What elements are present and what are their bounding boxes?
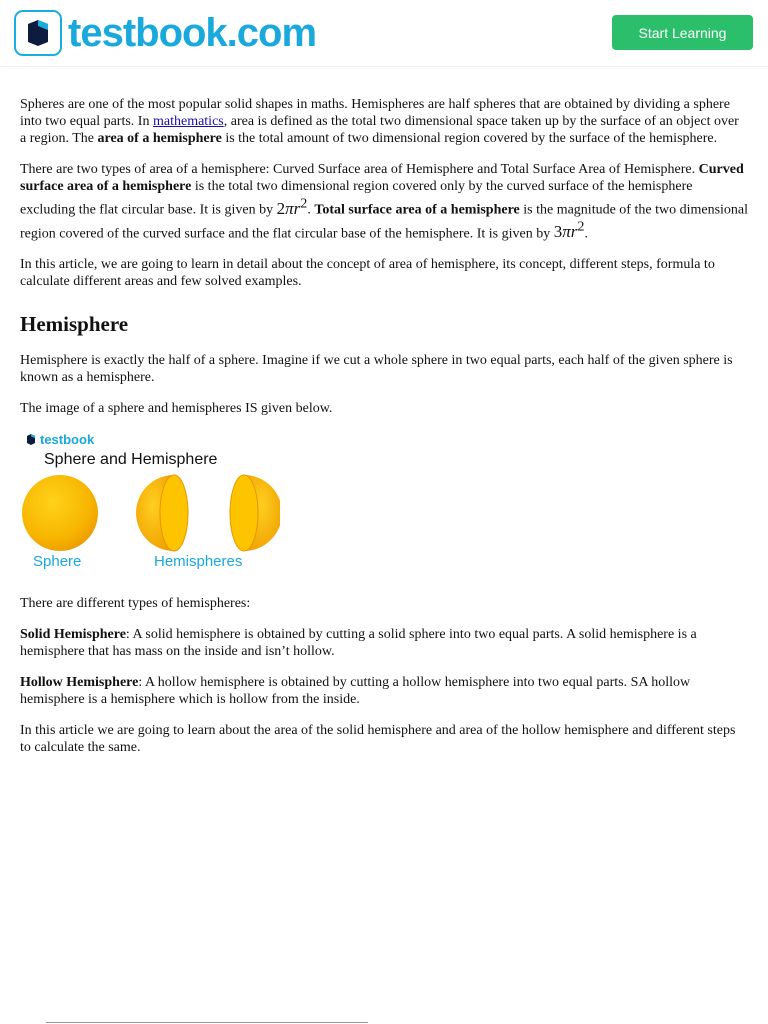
logo[interactable] <box>14 10 316 56</box>
footer-divider <box>46 1022 368 1023</box>
sphere-hemisphere-figure <box>20 431 280 583</box>
overview-paragraph: In this article, we are going to learn in detail about the concept of area of hemisphere, its concept, different steps, formula to calculate different areas and few solved examples. <box>20 257 715 290</box>
types-paragraph: There are two types of area of a hemisphere: Curved Surface area of Hemisphere and Total Surface Area of Hemisphere. Curved surface area of a hemisphere is the total two dimensional region covered only by the curved surface of the hemisphere excluding the flat circular base. It is given by $2\pi r^2$. Total surface area of a hemisphere is the magnitude of the two dimensional region covered of the curved surface and the flat circular base of the hemisphere. It is given by $3\pi r^2$. <box>20 162 749 242</box>
article-body <box>20 96 748 770</box>
label-sphere: Sphere <box>33 553 82 571</box>
hollow-hemisphere-paragraph: Hollow Hemisphere: A hollow hemisphere is obtained by cutting a hollow hemisphere into two equal parts. SA hollow hemisphere is a hemisphere which is hollow from the inside. <box>20 675 691 708</box>
types-intro: There are different types of hemispheres: <box>20 596 251 612</box>
label-hemispheres: Hemispheres <box>154 553 243 571</box>
closing-paragraph: In this article we are going to learn about the area of the solid hemisphere and area of the hollow hemisphere and different steps to calculate the same. <box>20 723 736 756</box>
mathematics-link[interactable]: mathematics <box>152 114 224 129</box>
site-header <box>0 0 768 67</box>
testbook-mini-icon <box>26 434 36 445</box>
hemisphere-right-face <box>230 475 258 551</box>
sphere-shape <box>22 475 98 551</box>
hemisphere-definition: Hemisphere is exactly the half of a sphere. Imagine if we cut a whole sphere in two equal parts, each half of the given sphere is known as a hemisphere. <box>20 353 733 386</box>
logo-text: testbook.com <box>68 11 317 55</box>
hemisphere-left-face <box>160 475 188 551</box>
tsa-formula: $3\pi r^2$ <box>553 218 585 242</box>
figure-title: Sphere and Hemisphere <box>44 451 218 469</box>
intro-paragraph: Spheres are one of the most popular solid shapes in maths. Hemispheres are half spheres that are obtained by dividing a sphere into two equal parts. In mathematics, area is defined as the total two dimensional space taken up by the surface of an object over a region. The area of a hemisphere is the total amount of two dimensional region covered by the surface of the hemisphere. <box>20 97 739 146</box>
solid-hemisphere-paragraph: Solid Hemisphere: A solid hemisphere is obtained by cutting a solid sphere into two equal parts. A solid hemisphere is a hemisphere that has mass on the inside and isn’t hollow. <box>20 627 697 660</box>
csa-formula: $2\pi r^2$ <box>276 195 308 218</box>
image-intro: The image of a sphere and hemispheres IS given below. <box>20 401 333 417</box>
sphere-illustration <box>20 473 280 553</box>
figure-brand: testbook <box>26 431 94 448</box>
start-learning-button[interactable]: Start Learning <box>612 15 753 50</box>
logo-icon <box>14 10 62 56</box>
section-heading-hemisphere: Hemisphere <box>20 312 129 337</box>
